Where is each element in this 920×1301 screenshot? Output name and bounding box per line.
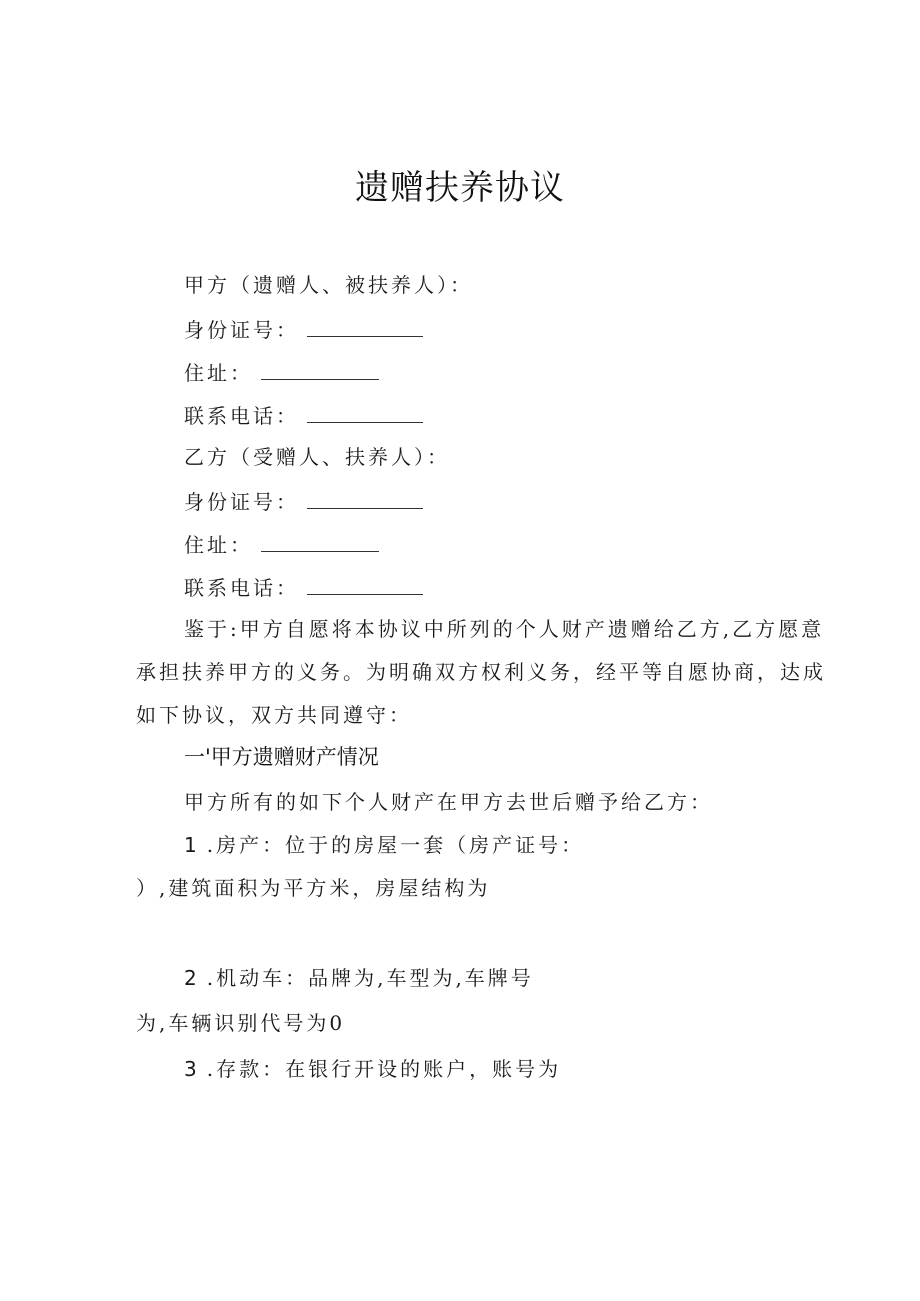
party-a-phone-row <box>184 404 423 426</box>
party-b-phone-label: 联系电话： <box>184 576 299 600</box>
item-2-line-1 <box>184 968 534 988</box>
party-b-address-blank <box>261 533 379 552</box>
party-a-phone-blank <box>307 404 423 423</box>
section-1-intro: 甲方所有的如下个人财产在甲方去世后赠予给乙方： <box>184 790 713 814</box>
item-2-line-2: 为,车辆识别代号为0 <box>136 1011 346 1035</box>
party-a-address-blank <box>261 361 379 380</box>
party-a-label: 甲方（遗赠人、被扶养人）： <box>184 273 473 297</box>
party-a-address-row <box>184 361 379 383</box>
party-b-phone-row <box>184 576 423 598</box>
party-b-label: 乙方（受赠人、扶养人）： <box>184 445 450 469</box>
party-a-id-blank <box>307 318 423 337</box>
preamble-line-1: 鉴于:甲方自愿将本协议中所列的个人财产遗赠给乙方,乙方愿意 <box>184 617 825 641</box>
preamble-line-3: 如下协议，双方共同遵守： <box>136 703 412 727</box>
document-title: 遗赠扶养协议 <box>355 168 565 208</box>
party-b-id-blank <box>307 490 423 509</box>
item-2-text: .机动车：品牌为,车型为,车牌号 <box>206 966 534 990</box>
item-2-number: 2 <box>184 966 197 990</box>
party-b-phone-blank <box>307 576 423 595</box>
item-3-number: 3 <box>184 1057 197 1081</box>
party-a-address-label: 住址： <box>184 361 253 385</box>
preamble-line-2: 承担扶养甲方的义务。为明确双方权利义务，经平等自愿协商，达成 <box>136 660 826 684</box>
section-1-heading: 一'甲方遗赠财产情况 <box>184 745 379 769</box>
item-3-text: .存款：在银行开设的账户，账号为 <box>206 1057 562 1081</box>
item-1-line-1 <box>184 835 584 855</box>
item-1-line-2: ）,建筑面积为平方米，房屋结构为 <box>136 876 491 900</box>
item-1-text: .房产：位于的房屋一套（房产证号： <box>206 833 585 857</box>
item-1-number: 1 <box>184 833 197 857</box>
item-3-line-1 <box>184 1059 561 1079</box>
party-a-id-row <box>184 318 423 340</box>
party-a-phone-label: 联系电话： <box>184 404 299 428</box>
party-b-address-label: 住址： <box>184 533 253 557</box>
party-b-address-row <box>184 533 379 555</box>
party-b-id-row <box>184 490 423 512</box>
party-b-id-label: 身份证号： <box>184 490 299 514</box>
party-a-id-label: 身份证号： <box>184 318 299 342</box>
